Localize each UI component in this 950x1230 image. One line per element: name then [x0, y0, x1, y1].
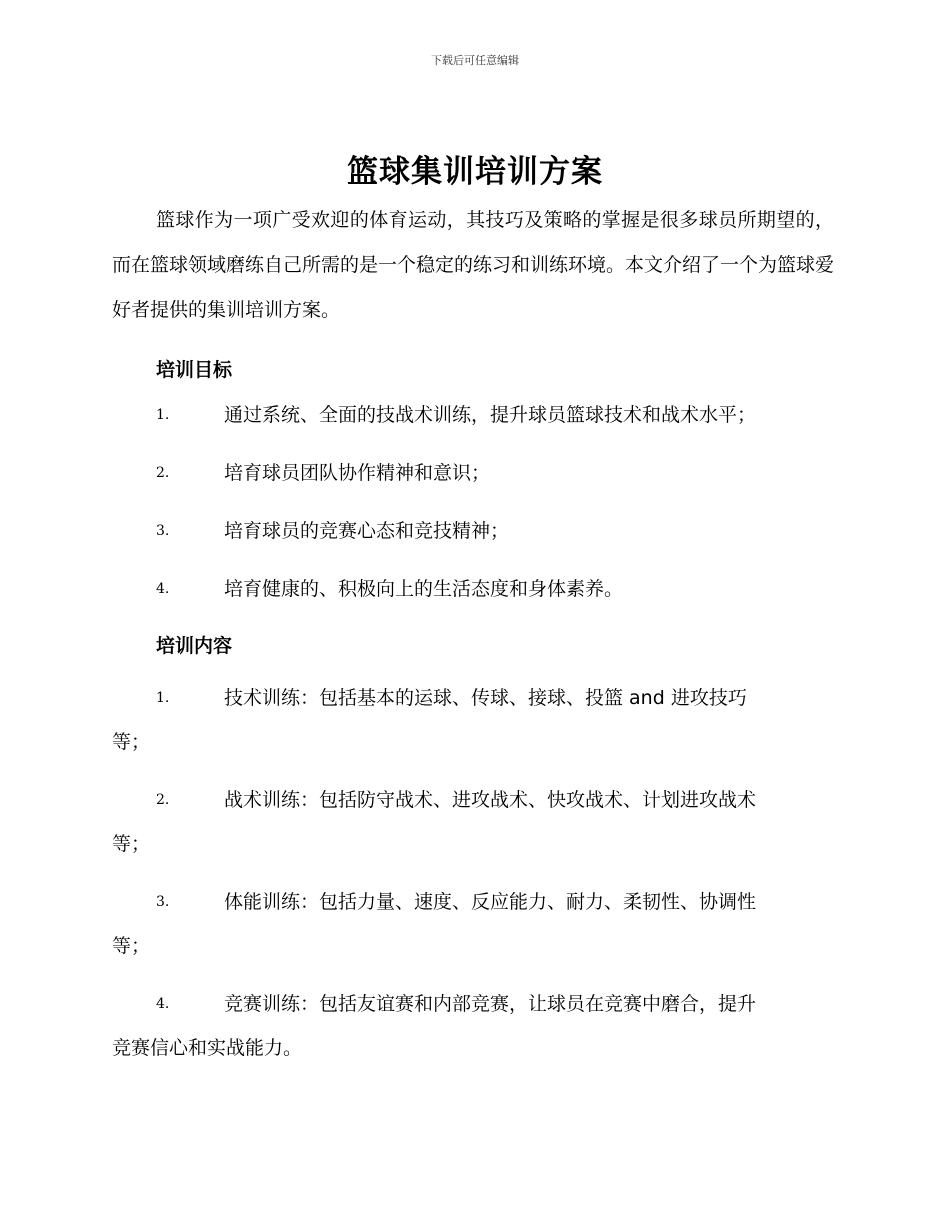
list-number: 1.: [156, 407, 170, 423]
list-item: [112, 574, 834, 604]
list-number: 3.: [156, 894, 170, 910]
document-body: [112, 198, 834, 1084]
list-number: 1.: [156, 690, 170, 706]
list-item-text: 体能训练：包括力量、速度、反应能力、耐力、柔韧性、协调性: [224, 891, 757, 913]
document-title: 篮球集训培训方案: [347, 154, 603, 190]
list-item-text: 技术训练：包括基本的运球、传球、接球、投篮 and 进攻技巧: [224, 687, 747, 709]
list-item: [112, 880, 834, 968]
intro-paragraph: 篮球作为一项广受欢迎的体育运动，其技巧及策略的掌握是很多球员所期望的，而在篮球领域磨练自己所需的是一个稳定的练习和训练环境。本文介绍了一个为篮球爱好者提供的集训培训方案。: [112, 209, 835, 321]
goals-list: [112, 400, 834, 604]
list-item-text: 培育健康的、积极向上的生活态度和身体素养。: [224, 578, 624, 600]
list-item: [112, 516, 834, 546]
section-heading-content: 培训内容: [156, 635, 233, 657]
list-number: 4.: [156, 581, 170, 597]
list-item-text: 战术训练：包括防守战术、进攻战术、快攻战术、计划进攻战术: [224, 789, 757, 811]
list-item: [112, 458, 834, 488]
section-heading-goals: 培训目标: [156, 359, 233, 381]
list-number: 2.: [156, 465, 170, 481]
list-item: [112, 676, 834, 764]
content-list: [112, 676, 834, 1070]
page-header: 下载后可任意编辑: [431, 54, 519, 67]
list-item-text: 培育球员团队协作精神和意识；: [224, 462, 491, 484]
list-item-continuation: 等；: [112, 731, 151, 753]
list-item: [112, 778, 834, 866]
list-item-continuation: 竞赛信心和实战能力。: [112, 1037, 303, 1059]
list-number: 4.: [156, 996, 170, 1012]
list-item: [112, 982, 834, 1070]
list-item-text: 培育球员的竞赛心态和竞技精神；: [224, 520, 510, 542]
list-number: 3.: [156, 523, 170, 539]
list-item: [112, 400, 834, 430]
list-item-continuation: 等；: [112, 833, 151, 855]
list-item-text: 通过系统、全面的技战术训练，提升球员篮球技术和战术水平；: [224, 404, 757, 426]
list-item-text: 竞赛训练：包括友谊赛和内部竞赛，让球员在竞赛中磨合，提升: [224, 993, 757, 1015]
list-item-continuation: 等；: [112, 935, 151, 957]
list-number: 2.: [156, 792, 170, 808]
